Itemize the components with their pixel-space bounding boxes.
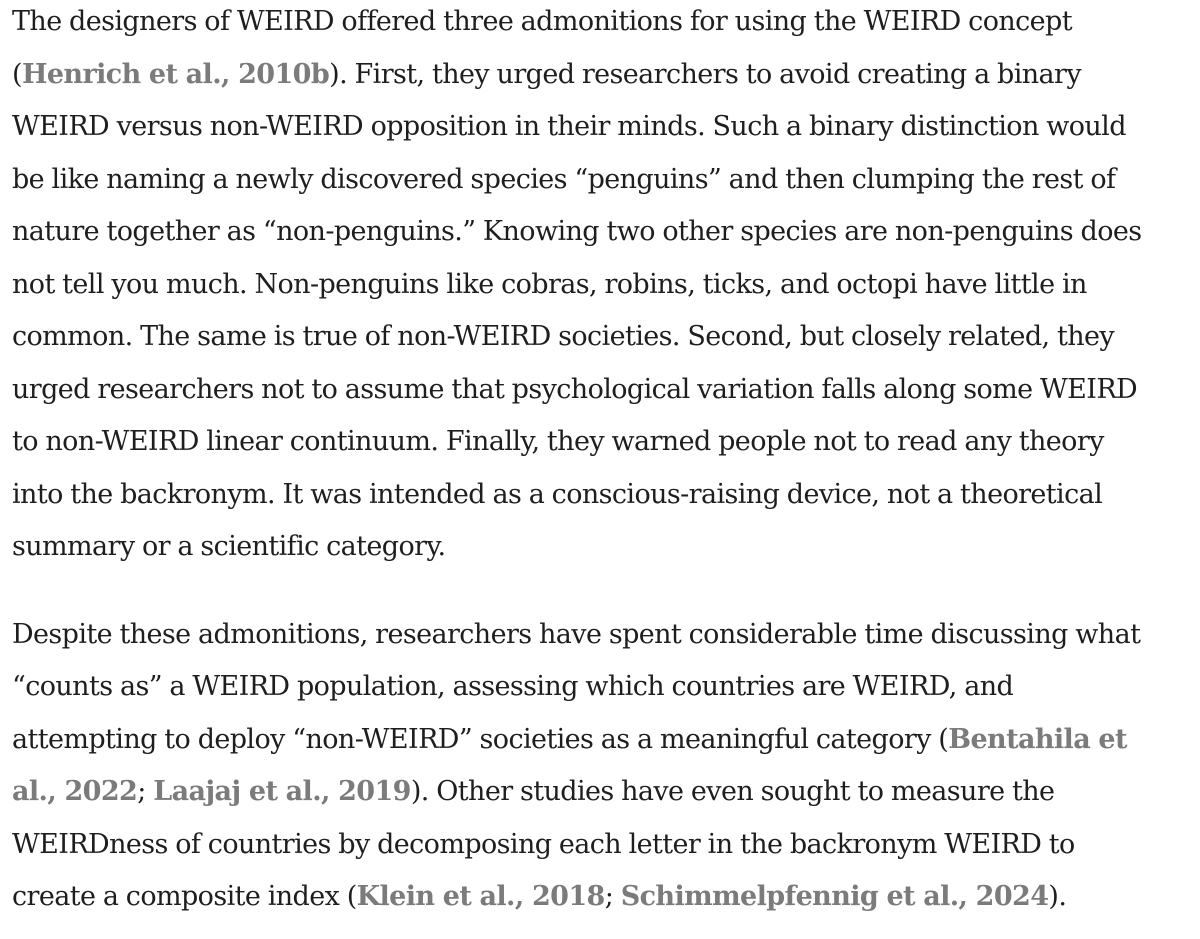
- text-line: [12, 871, 1186, 924]
- text-line: [12, 259, 1186, 312]
- citation-henrich-2010b[interactable]: Henrich et al., 2010b: [21, 58, 330, 90]
- citation-bentahila-2022-cont[interactable]: al., 2022: [12, 776, 138, 807]
- citation-klein-2018[interactable]: Klein et al., 2018: [356, 881, 605, 912]
- text-line: [12, 0, 1186, 49]
- paragraph-weird-measurement: [12, 609, 1186, 924]
- text: (: [12, 58, 22, 90]
- text-line: [12, 101, 1186, 154]
- text-line: [12, 609, 1186, 662]
- text: urged researchers not to assume that psychological variation falls along some WEIRD: [12, 373, 1138, 405]
- text: summary or a scientific category.: [12, 531, 446, 562]
- text: WEIRD versus non-WEIRD opposition in their minds. Such a binary distinction would: [12, 111, 1126, 142]
- text: to non-WEIRD linear continuum. Finally, they warned people not to read any theory: [12, 426, 1104, 457]
- text: nature together as “non-penguins.” Knowing two other species are non-penguins does: [12, 216, 1142, 247]
- citation-schimmelpfennig-2024[interactable]: Schimmelpfennig et al., 2024: [620, 881, 1049, 912]
- text: ;: [137, 776, 154, 807]
- text-line: [12, 416, 1186, 469]
- text-line: [12, 154, 1186, 207]
- text-line: [12, 819, 1186, 872]
- text: be like naming a newly discovered species “penguins” and then clumping the rest of: [12, 163, 1116, 195]
- text: not tell you much. Non-penguins like cobras, robins, ticks, and octopi have little in: [12, 268, 1087, 300]
- text: ).: [1048, 881, 1067, 912]
- text: ). First, they urged researchers to avoid creating a binary: [329, 58, 1082, 90]
- text-line: [12, 364, 1186, 417]
- text-line: [12, 49, 1186, 102]
- text-line: [12, 714, 1186, 767]
- text-line: [12, 469, 1186, 522]
- text-line: [12, 766, 1186, 819]
- text: attempting to deploy “non-WEIRD” societies as a meaningful category (: [12, 723, 949, 755]
- text: The designers of WEIRD offered three admonitions for using the WEIRD concept: [12, 6, 1072, 37]
- text: into the backronym. It was intended as a conscious-raising device, not a theoretical: [12, 478, 1103, 510]
- citation-laajaj-2019[interactable]: Laajaj et al., 2019: [153, 776, 411, 807]
- text: WEIRDness of countries by decomposing each letter in the backronym WEIRD to: [12, 828, 1075, 860]
- text: “counts as” a WEIRD population, assessing which countries are WEIRD, and: [12, 671, 1014, 702]
- paragraph-admonitions: [12, 0, 1186, 574]
- text: Despite these admonitions, researchers have spent considerable time discussing what: [12, 618, 1141, 650]
- text: ;: [604, 881, 621, 912]
- text: common. The same is true of non-WEIRD societies. Second, but closely related, they: [12, 321, 1115, 352]
- text-line: [12, 661, 1186, 714]
- text: ). Other studies have even sought to measure the: [410, 776, 1055, 807]
- text-line: [12, 521, 1186, 574]
- text: create a composite index (: [12, 881, 357, 912]
- citation-bentahila-2022[interactable]: Bentahila et: [948, 723, 1127, 755]
- text-line: [12, 206, 1186, 259]
- text-line: [12, 311, 1186, 364]
